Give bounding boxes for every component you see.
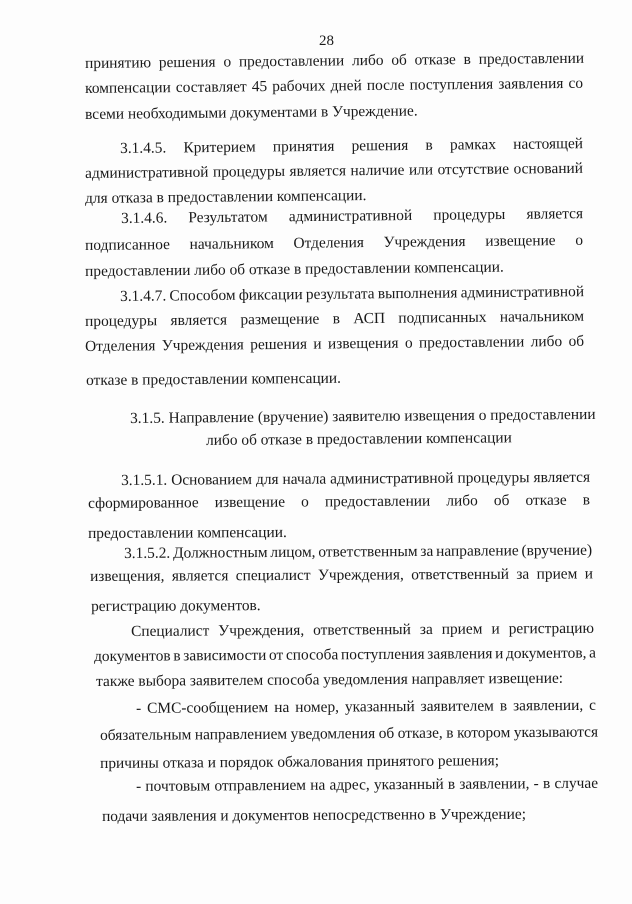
text-line: документов в зависимости от способа поступления заявления и документов, а (94, 644, 596, 665)
text-line: - почтовым отправлением на адрес, указанный в заявлении, - в случае (136, 774, 599, 795)
text-line: также выбора заявителем способа уведомления направляет извещение: (96, 669, 564, 690)
text-line: Специалист Учреждения, ответственный за прием и регистрацию (131, 619, 595, 640)
text-line: всеми необходимыми документами в Учреждение. (85, 102, 418, 123)
text-line: принятию решения о предоставлении либо об отказе в предоставлении (85, 49, 585, 72)
text-line: 3.1.5.2. Должностным лицом, ответственным за направление (вручение) (124, 541, 593, 562)
text-line: отказе в предоставлении компенсации. (86, 369, 342, 389)
text-line: компенсации составляет 45 рабочих дней после поступления заявления со (85, 74, 584, 97)
text-line: регистрацию документов. (91, 597, 261, 615)
page-number: 28 (319, 33, 334, 49)
text-line: предоставлении либо об отказе в предоставлении компенсации. (85, 258, 504, 280)
text-line: обязательным направлением уведомления об отказе, в котором указываются (100, 723, 599, 744)
text-line: извещения, является специалист Учреждения, ответственный за прием и (90, 565, 594, 585)
text-line: предоставлении компенсации. (88, 523, 287, 542)
text-line: подачи заявления и документов непосредственно в Учреждение; (102, 805, 527, 825)
text-line: Отделения Учреждения решения и извещения о предоставлении либо об (85, 332, 585, 355)
text-line: административной процедуры является наличие или отсутствие оснований (85, 159, 584, 182)
text-line: процедуры является размещение в АСП подписанных начальником (85, 307, 585, 330)
text-line: 3.1.5.1. Основанием для начала административной процедуры является (121, 468, 591, 489)
text-line: сформированное извещение о предоставлении либо об отказе в (88, 491, 591, 512)
text-line: 3.1.4.7. Способом фиксации результата выполнения административной (120, 283, 585, 305)
text-line: либо об отказе в предоставлении компенсации (206, 429, 512, 449)
text-line: 3.1.4.6. Результатом административной процедуры является (121, 205, 584, 227)
text-line: подписанное начальником Отделения Учреждения извещение о (85, 231, 584, 254)
text-line: - СМС-сообщением на номер, указанный заявителем в заявлении, с (136, 696, 597, 717)
text-line: причины отказа и порядок обжалования принятого решения; (100, 752, 499, 772)
text-line: 3.1.5. Направление (вручение) заявителю извещения о предоставлении (130, 405, 596, 427)
text-line: 3.1.4.5. Критерием принятия решения в рамках настоящей (120, 135, 584, 157)
text-line: для отказа в предоставлении компенсации. (85, 187, 367, 207)
